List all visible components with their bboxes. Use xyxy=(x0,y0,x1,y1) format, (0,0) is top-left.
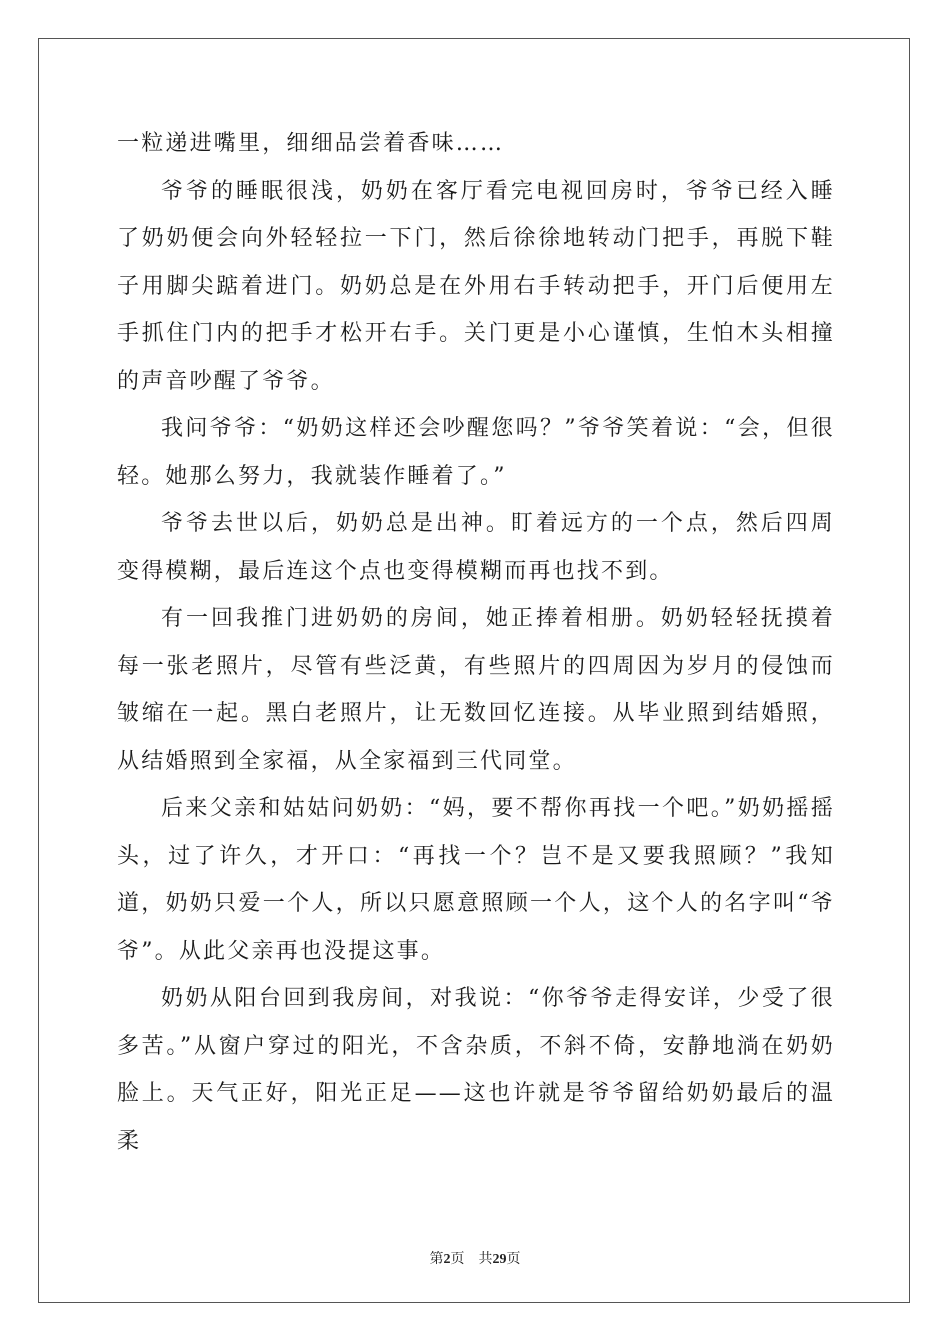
page-number: 2 xyxy=(443,1252,451,1267)
paragraph: 有一回我推门进奶奶的房间，她正捧着相册。奶奶轻轻抚摸着每一张老照片，尽管有些泛黄，有些照片的四周因为岁月的侵蚀而皱缩在一起。黑白老照片，让无数回忆连接。从毕业照到结婚照，从结婚照到全家福，从全家福到三代同堂。 xyxy=(117,606,835,774)
total-label-suffix: 页 xyxy=(506,1251,521,1267)
page-label-suffix: 页 xyxy=(450,1251,465,1267)
paragraph: 爷爷去世以后，奶奶总是出神。盯着远方的一个点，然后四周变得模糊，最后连这个点也变得模糊而再也找不到。 xyxy=(117,511,835,584)
paragraph: 我问爷爷：“奶奶这样还会吵醒您吗？”爷爷笑着说：“会，但很轻。她那么努力，我就装作睡着了。” xyxy=(117,416,835,489)
paragraph: 后来父亲和姑姑问奶奶：“妈，要不帮你再找一个吧。”奶奶摇摇头，过了许久，才开口：“再找一个？岂不是又要我照顾？”我知道，奶奶只爱一个人，所以只愿意照顾一个人，这个人的名字叫“爷爷”。从此父亲再也没提这事。 xyxy=(117,796,835,964)
page-footer xyxy=(0,1248,950,1268)
page-label-prefix: 第 xyxy=(429,1251,444,1267)
paragraph: 奶奶从阳台回到我房间，对我说：“你爷爷走得安详，少受了很多苦。”从窗户穿过的阳光，不含杂质，不斜不倚，安静地淌在奶奶脸上。天气正好，阳光正足——这也许就是爷爷留给奶奶最后的温柔 xyxy=(117,986,835,1154)
total-pages: 29 xyxy=(492,1252,507,1267)
document-body xyxy=(117,120,835,1165)
total-label-prefix: 共 xyxy=(478,1251,493,1267)
paragraph: 一粒递进嘴里，细细品尝着香味…… xyxy=(117,131,505,156)
paragraph: 爷爷的睡眠很浅，奶奶在客厅看完电视回房时，爷爷已经入睡了奶奶便会向外轻轻拉一下门，然后徐徐地转动门把手，再脱下鞋子用脚尖踮着进门。奶奶总是在外用右手转动把手，开门后便用左手抓住门内的把手才松开右手。关门更是小心谨慎，生怕木头相撞的声音吵醒了爷爷。 xyxy=(117,178,835,394)
